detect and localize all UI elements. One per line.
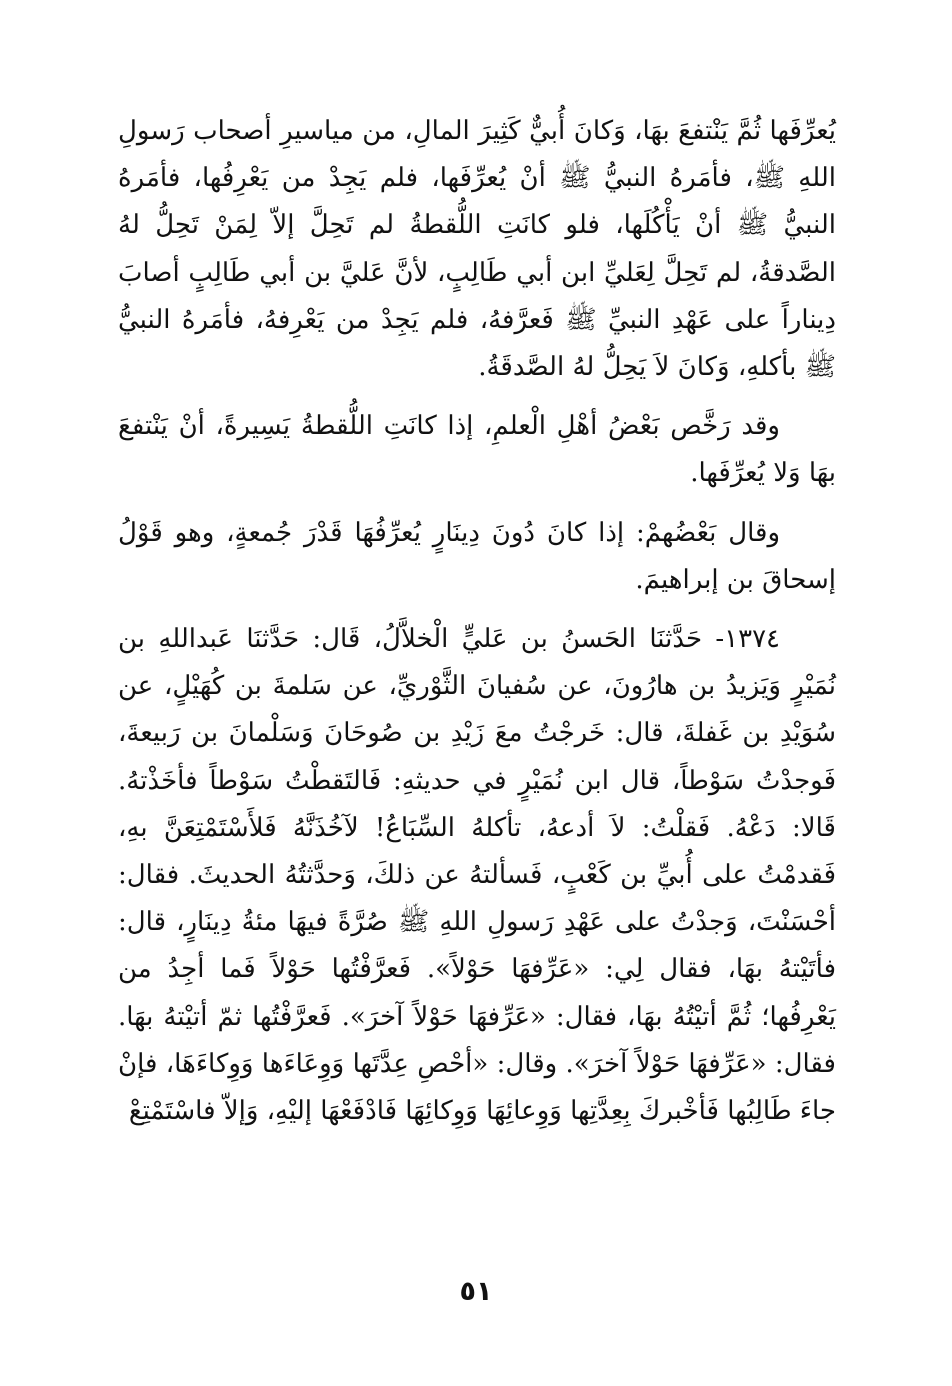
page-body [118,108,836,1135]
paragraph-hadith-1374: ١٣٧٤- حَدَّثنَا الحَسنُ بن عَليٍّ الْخلاَّلُ، قَال: حَدَّثنَا عَبداللهِ بن نُمَيْرٍ وَيَزيدُ بن هارُونَ، عن سُفيانَ الثَّوْريِّ، عن سَلمةَ بن كُهَيْلٍ، عن سُوَيْدِ بن غَفلةَ، قال: خَرجْتُ معَ زَيْدِ بن صُوحَانَ وَسَلْمانَ بن رَبيعةَ، فَوجدْتُ سَوْطاً، قال ابن نُمَيْرٍ في حديثهِ: فَالتَقطْتُ سَوْطاً فأخَذْتهُ. قَالا: دَعْهُ. فَقلْتُ: لاَ أدعهُ، تأكلهُ السِّبَاعُ! لآخُذَنَّهُ فَلأَسْتَمْتِعَنَّ بهِ، فَقدمْتُ على أُبيِّ بن كَعْبٍ، فَسألتهُ عن ذلكَ، وَحدَّثتُهُ الحديثَ. فقال: أحْسَنْتَ، وَجدْتُ على عَهْدِ رَسولِ اللهِ ﷺ صُرَّةً فيهَا مئةُ دِينَارٍ، قال: فأتَيْتهُ بهَا، فقال لِي: «عَرِّفهَا حَوْلاً». فَعرَّفْتُها حَوْلاً فَما أجِدُ من يَعْرِفُها؛ ثُمَّ أتيْتُهُ بهَا، فقال: «عَرِّفهَا حَوْلاً آخرَ». فَعرَّفْتُها ثمّ أتيْتهُ بهَا. فقال: «عَرِّفهَا حَوْلاً آخرَ». وقال: «أحْصِ عِدَّتَها وَوِعَاءَها وَوِكاءَهَا، فإنْ جاءَ طَالِبُها فَأخْبركَ بِعِدَّتِها وَوِعائِهَا وَوِكائِهَا فَادْفَعْهَا إليْهِ، وَإلاّ فاسْتَمْتِعْ [118,624,836,1127]
paragraph-opinion: وقال بَعْضُهمْ: إذا كانَ دُونَ دِينَارٍ يُعرِّفُهَا قَدْرَ جُمعةٍ، وهو قَوْلُ إسحاقَ بن إبراهيمَ. [118,517,836,595]
page-number: ٥١ [459,1276,493,1307]
paragraph-continuation: يُعرِّفَها ثُمَّ يَنْتفعَ بهَا، وَكانَ أُبيٌّ كَثِيرَ المالِ، من مياسيرِ أصحاب رَسولِ اللهِ ﷺ، فأمَرهُ النبيُّ ﷺ أنْ يُعرِّفَها، فلم يَجِدْ من يَعْرِفُها، فأمَرهُ النبيُّ ﷺ أنْ يَأْكُلَها، فلو كانَتِ اللُّقطةُ لم تَحِلَّ إلاّ لِمَنْ تَحِلُّ لهُ الصَّدقةُ، لم تَحِلَّ لِعَليِّ ابن أبي طَالِبٍ، لأنَّ عَليَّ بن أبي طَالِبٍ أصابَ دِيناراً على عَهْدِ النبيِّ ﷺ فَعرَّفهُ، فلم يَجِدْ من يَعْرِفهُ، فأمَرهُ النبيُّ ﷺ بأكلهِ، وَكانَ لاَ يَحِلُّ لهُ الصَّدقَةُ. [118,116,836,383]
paragraph-ruling: وقد رَخَّص بَعْضُ أهْلِ الْعلمِ، إذا كانَتِ اللُّقطةُ يَسِيرةً، أنْ يَنْتفعَ بهَا وَلا يُعرِّفَها. [118,411,836,489]
